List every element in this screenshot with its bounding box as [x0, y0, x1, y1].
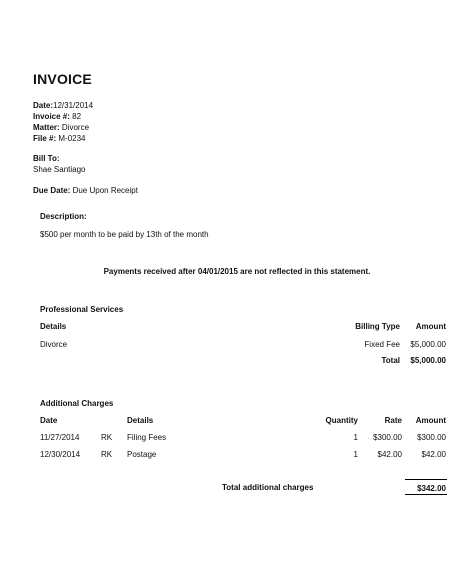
ac-row-quantity: 1	[353, 433, 358, 442]
file-number-line	[33, 134, 85, 143]
ac-header-quantity: Quantity	[325, 416, 358, 425]
ps-row-billing-type: Fixed Fee	[364, 340, 400, 349]
ac-total-value: $342.00	[417, 484, 446, 493]
date-label: Date:	[33, 101, 54, 110]
ac-header-amount: Amount	[415, 416, 446, 425]
bill-to-name: Shae Santiago	[33, 165, 86, 174]
ac-header-rate: Rate	[384, 416, 402, 425]
bill-to-label: Bill To:	[33, 154, 60, 163]
invoice-number-line	[33, 112, 81, 121]
description-text: $500 per month to be paid by 13th of the month	[40, 230, 209, 239]
ac-header-date: Date	[40, 416, 58, 425]
ps-total-label: Total	[381, 356, 400, 365]
ac-row-date: 11/27/2014	[40, 433, 80, 442]
ps-total-value: $5,000.00	[410, 356, 446, 365]
professional-services-heading: Professional Services	[40, 305, 124, 314]
matter-value: Divorce	[61, 123, 90, 132]
due-date-value: Due Upon Receipt	[72, 186, 138, 195]
file-number-value: M-0234	[58, 134, 86, 143]
file-number-label: File #:	[33, 134, 57, 143]
ac-row-amount: $300.00	[417, 433, 446, 442]
additional-charges-heading: Additional Charges	[40, 399, 114, 408]
ac-row-details: Filing Fees	[127, 433, 167, 442]
ps-header-amount: Amount	[415, 322, 446, 331]
statement-notice: Payments received after 04/01/2015 are not reflected in this statement.	[103, 267, 371, 276]
ac-row-details: Postage	[127, 450, 157, 459]
description-label: Description:	[40, 212, 87, 221]
ac-row-amount: $42.00	[421, 450, 446, 459]
ac-row-rate: $42.00	[377, 450, 402, 459]
ps-row-details: Divorce	[40, 340, 68, 349]
due-date-label: Due Date:	[33, 186, 71, 195]
total-rule	[405, 479, 447, 480]
matter-label: Matter:	[33, 123, 60, 132]
total-underline	[405, 494, 447, 495]
invoice-title: INVOICE	[33, 71, 92, 87]
ac-row-quantity: 1	[353, 450, 358, 459]
due-date-line	[33, 186, 138, 195]
ac-row-date: 12/30/2014	[40, 450, 81, 459]
date-line	[33, 101, 93, 110]
ps-header-billing-type: Billing Type	[355, 322, 400, 331]
ps-row-amount: $5,000.00	[410, 340, 446, 349]
ac-total-label: Total additional charges	[222, 483, 314, 492]
ac-header-details: Details	[127, 416, 154, 425]
ac-row-initials: RK	[101, 450, 113, 459]
matter-line	[33, 123, 89, 132]
date-value: 12/31/2014	[53, 101, 94, 110]
invoice-number-label: Invoice #:	[33, 112, 70, 121]
ac-row-initials: RK	[101, 433, 113, 442]
invoice-number-value: 82	[72, 112, 82, 121]
ps-header-details: Details	[40, 322, 67, 331]
ac-row-rate: $300.00	[373, 433, 402, 442]
